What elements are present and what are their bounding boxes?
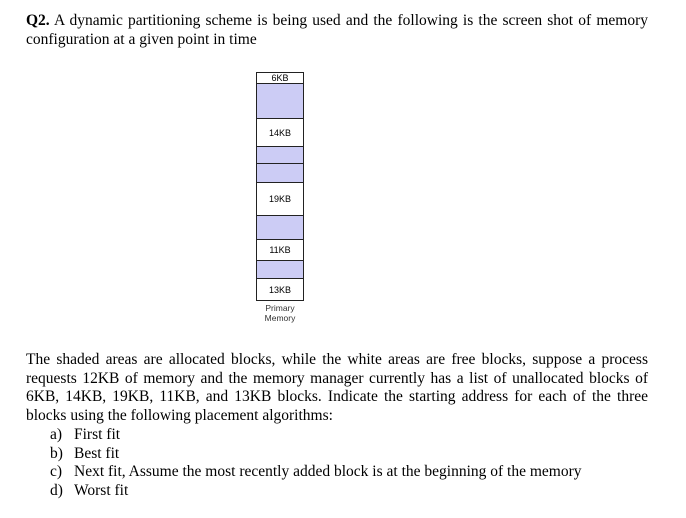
memory-diagram [256, 72, 304, 301]
option-label: c) [50, 463, 63, 480]
memory-caption-line1: Primary [265, 303, 295, 313]
memory-block-allocated [257, 164, 303, 183]
block-label: 6KB [271, 73, 289, 83]
options-list [50, 426, 582, 500]
memory-block-allocated [257, 261, 303, 279]
question-number: Q2. [26, 12, 50, 29]
memory-block-allocated [257, 147, 303, 164]
block-label: 11KB [269, 245, 291, 255]
description-text: The shaded areas are allocated blocks, while the white areas are free blocks, suppose a process requests 12KB of memory and the memory manager currently has a list of unallocated blocks of 6KB, 14KB, 19KB, 11KB, and 13KB blocks. Indicate the starting address for each of the three blocks using the following placement algorithms: [26, 351, 648, 424]
block-label: 14KB [268, 127, 292, 138]
memory-block-free [257, 183, 303, 216]
option-item [50, 482, 582, 501]
option-text: First fit [74, 426, 121, 443]
option-label: d) [50, 481, 63, 499]
option-label: a) [50, 426, 63, 443]
option-text: Worst fit [74, 481, 129, 499]
block-label: 19KB [268, 194, 292, 204]
option-item [50, 445, 582, 464]
option-text: Best fit [74, 444, 120, 462]
memory-block-allocated [257, 216, 303, 240]
memory-caption [246, 304, 314, 323]
option-item [50, 463, 582, 482]
option-label: b) [50, 444, 63, 462]
memory-block-free [257, 279, 303, 300]
option-item [50, 426, 582, 445]
question-text [26, 11, 648, 49]
memory-block-free [257, 119, 303, 147]
memory-block-free [257, 240, 303, 261]
memory-block-free [257, 73, 303, 84]
question-body: A dynamic partitioning scheme is being used and the following is the screen shot of memory configuration at a given point in time [26, 12, 648, 48]
option-text: Next fit, Assume the most recently added block is at the beginning of the memory [74, 463, 582, 480]
memory-block-allocated [257, 84, 303, 119]
memory-caption-line2: Memory [264, 312, 296, 323]
block-label: 13KB [268, 284, 292, 295]
